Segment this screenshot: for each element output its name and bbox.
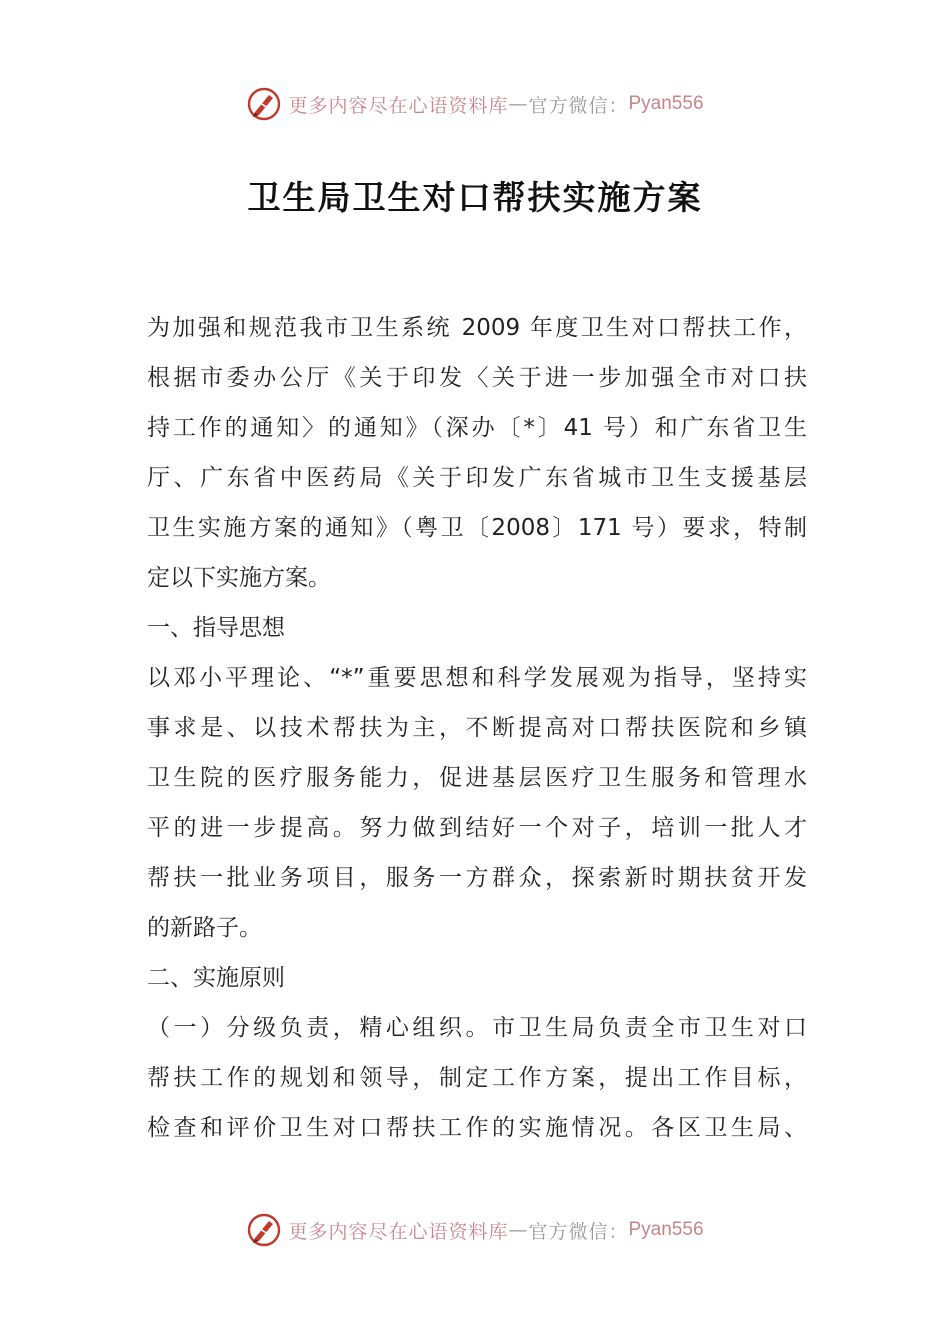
body-line: 的新路子。: [147, 915, 262, 941]
watermark-text: 更多内容尽在心语资料库: [288, 1220, 509, 1243]
body-line: 检查和评价卫生对口帮扶工作的实施情况。各区卫生局、: [147, 1115, 807, 1141]
body-line: 根据市委办公厅《关于印发〈关于进一步加强全市对口扶: [147, 365, 807, 391]
body-line: 平的进一步提高。努力做到结好一个对子，培训一批人才: [147, 815, 807, 841]
document-body: [147, 303, 807, 1153]
body-line: 事求是、以技术帮扶为主，不断提高对口帮扶医院和乡镇: [147, 715, 807, 741]
body-line: 定以下实施方案。: [147, 565, 331, 591]
pen-logo-icon: [246, 86, 282, 122]
body-line: 以邓小平理论、“*”重要思想和科学发展观为指导，坚持实: [147, 665, 807, 691]
watermark-wechat-label: 官方微信：: [528, 94, 629, 117]
body-line: （一）分级负责，精心组织。市卫生局负责全市卫生对口: [147, 1015, 807, 1041]
body-line: 帮扶一批业务项目，服务一方群众，探索新时期扶贫开发: [147, 865, 807, 891]
pen-logo-icon: [246, 1212, 282, 1248]
watermark-wechat-id: Pyan556: [628, 93, 704, 114]
watermark-wechat-id: Pyan556: [628, 1219, 704, 1240]
body-line: 卫生实施方案的通知》（粤卫〔2008〕171 号）要求，特制: [147, 515, 807, 541]
watermark-separator: —: [508, 93, 529, 115]
watermark-text: 更多内容尽在心语资料库: [288, 94, 509, 117]
body-line: 为加强和规范我市卫生系统 2009 年度卫生对口帮扶工作，: [147, 315, 807, 341]
document-title: 卫生局卫生对口帮扶实施方案: [247, 178, 703, 217]
watermark-footer: [0, 1210, 950, 1250]
body-line: 厅、广东省中医药局《关于印发广东省城市卫生支援基层: [147, 465, 807, 491]
section-heading: 二、实施原则: [147, 965, 285, 991]
body-line: 帮扶工作的规划和领导，制定工作方案，提出工作目标，: [147, 1065, 807, 1091]
body-line: 持工作的通知〉的通知》（深办〔*〕41 号）和广东省卫生: [147, 415, 807, 441]
body-line: 卫生院的医疗服务能力，促进基层医疗卫生服务和管理水: [147, 765, 807, 791]
watermark-wechat-label: 官方微信：: [528, 1220, 629, 1243]
watermark-header: [0, 84, 950, 124]
watermark-separator: —: [508, 1219, 529, 1241]
section-heading: 一、指导思想: [147, 615, 285, 641]
